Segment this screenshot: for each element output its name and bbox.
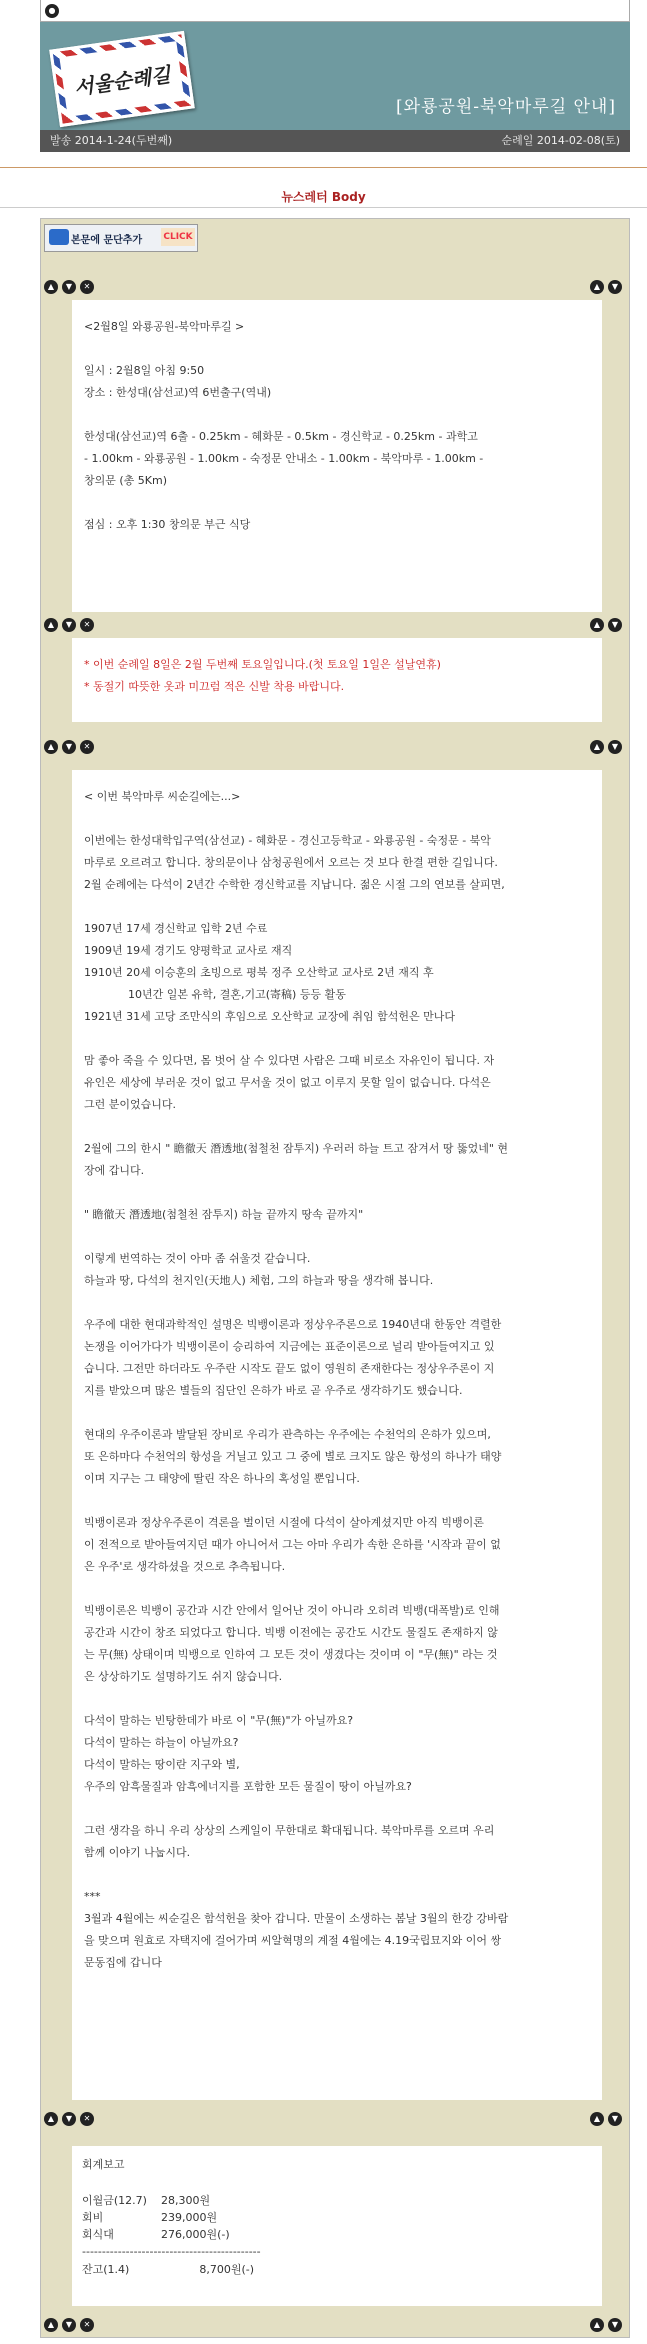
arrow-down-icon[interactable]: ▼ xyxy=(608,280,622,294)
article-heading: < 이번 북악마루 씨순길에는...> xyxy=(84,790,241,803)
route-line: - 1.00km - 와룡공원 - 1.00km - 숙정문 안내소 - 1.00km - 북악마루 - 1.00km - xyxy=(84,452,484,465)
divider xyxy=(0,207,647,208)
paragraph-line: 다석이 말하는 하늘이 아닐까요? xyxy=(84,1736,239,1749)
paragraph-line: 빅뱅이론은 빅뱅이 공간과 시간 안에서 일어난 것이 아니라 오히려 빅뱅(대폭발)로 인해 xyxy=(84,1604,500,1617)
paragraph-line: 우주에 대한 현대과학적인 설명은 빅뱅이론과 정상우주론으로 1940년대 한동안 격렬한 xyxy=(84,1318,502,1331)
table-row xyxy=(82,2192,244,2209)
route-line: 한성대(삼선교)역 6출 - 0.25km - 혜화문 - 0.5km - 경신학교 - 0.25km - 과학고 xyxy=(84,430,478,443)
paragraph-line: 공간과 시간이 창조 되었다고 합니다. 빅뱅 이전에는 공간도 시간도 물질도 존재하지 않 xyxy=(84,1626,498,1639)
click-badge: CLICK xyxy=(161,228,195,246)
balance-label: 잔고(1.4) xyxy=(82,2263,130,2276)
paragraph-line: 이 전적으로 받아들여지던 때가 아니어서 그는 아마 우리가 속한 은하를 '시작과 끝이 없 xyxy=(84,1538,501,1551)
block-controls xyxy=(44,2112,626,2128)
notice-block xyxy=(72,638,602,722)
bio-line: 1907년 17세 경신학교 입학 2년 수료 xyxy=(84,922,268,935)
paragraph-line: 마루로 오르려고 합니다. 창의문이나 삼청공원에서 오르는 것 보다 한결 편한 길입니다. xyxy=(84,856,498,869)
paragraph-line: 빅뱅이론과 정상우주론이 격론을 벌이던 시절에 다석이 살아계셨지만 아직 빅뱅이론 xyxy=(84,1516,484,1529)
arrow-down-icon[interactable]: ▼ xyxy=(62,2318,76,2332)
notice-line: * 이번 순례일 8일은 2월 두번째 토요일입니다.(첫 토요일 1일은 설날연휴) xyxy=(84,658,441,671)
paragraph-line: 하늘과 땅, 다석의 천지인(天地人) 체험, 그의 하늘과 땅을 생각해 봅니다. xyxy=(84,1274,434,1287)
accounting-block xyxy=(72,2146,602,2306)
arrow-up-icon[interactable]: ▲ xyxy=(590,2318,604,2332)
arrow-down-icon[interactable]: ▼ xyxy=(62,740,76,754)
paragraph-line: 은 상상하기도 설명하기도 쉬지 않습니다. xyxy=(84,1670,283,1683)
arrow-down-icon[interactable]: ▼ xyxy=(62,618,76,632)
balance-table xyxy=(82,2261,268,2278)
paragraph-line: 그런 분이었습니다. xyxy=(84,1098,177,1111)
paragraph-line: 장에 갑니다. xyxy=(84,1164,145,1177)
paragraph-line: 논쟁을 이어가다가 빅뱅이론이 승리하여 지금에는 표준이론으로 널리 받아들여지고 있 xyxy=(84,1340,495,1353)
arrow-down-icon[interactable]: ▼ xyxy=(62,280,76,294)
arrow-up-icon[interactable]: ▲ xyxy=(590,618,604,632)
schedule-time: 일시 : 2월8일 아침 9:50 xyxy=(84,364,205,377)
close-icon[interactable]: ✕ xyxy=(80,2112,94,2126)
paragraph-line: 우주의 암흑물질과 암흑에너지를 포함한 모든 물질이 땅이 아닐까요? xyxy=(84,1780,412,1793)
arrow-up-icon[interactable]: ▲ xyxy=(590,2112,604,2126)
add-paragraph-label: 본문에 문단추가 xyxy=(71,235,143,246)
block-controls xyxy=(44,2318,626,2334)
bio-line: 1909년 19세 경기도 양평학교 교사로 재직 xyxy=(84,944,293,957)
arrow-up-icon[interactable]: ▲ xyxy=(44,2112,58,2126)
paragraph-icon xyxy=(49,229,69,245)
row-label: 이월금(12.7) xyxy=(82,2194,147,2207)
article-block xyxy=(72,770,602,2100)
header-top-bar xyxy=(40,0,630,22)
block-controls xyxy=(44,740,626,756)
notice-line: * 동절기 따뜻한 옷과 미끄럼 적은 신발 착용 바랍니다. xyxy=(84,680,345,693)
bio-line: 10년간 일본 유학, 결혼,기고(寄稿) 등등 활동 xyxy=(128,988,346,1001)
accounting-divider: --------------------------------------------- xyxy=(82,2245,261,2258)
block-controls xyxy=(44,618,626,634)
close-icon[interactable]: ✕ xyxy=(80,280,94,294)
balance-value: 8,700원(-) xyxy=(199,2263,255,2276)
bio-line: 1921년 31세 고당 조만식의 후임으로 오산학교 교장에 취임 함석헌은 만나다 xyxy=(84,1010,455,1023)
pilgrimage-date: 순례일 2014-02-08(토) xyxy=(501,134,620,147)
table-row xyxy=(82,2209,244,2226)
bio-line: 1910년 20세 이승훈의 초빙으로 평북 정주 오산학교 교사로 2년 재직 후 xyxy=(84,966,434,979)
close-icon[interactable]: ✕ xyxy=(80,740,94,754)
row-value: 28,300원 xyxy=(160,2194,211,2207)
arrow-up-icon[interactable]: ▲ xyxy=(44,280,58,294)
accounting-title: 회계보고 xyxy=(82,2158,125,2171)
paragraph-line: 는 무(無) 상태이며 빅뱅으로 인하여 그 모든 것이 생겼다는 것이며 이 "무(無)" 라는 것 xyxy=(84,1648,498,1661)
arrow-up-icon[interactable]: ▲ xyxy=(44,2318,58,2332)
paragraph-line: 그런 생각을 하니 우리 상상의 스케일이 무한대로 확대됩니다. 북악마루를 오르며 우리 xyxy=(84,1824,495,1837)
paragraph-line: 을 맞으며 원효로 자택지에 걸어가며 씨알혁명의 계절 4월에는 4.19국립묘지와 이어 쌍 xyxy=(84,1934,502,1947)
schedule-block xyxy=(72,300,602,612)
divider xyxy=(0,167,647,168)
issue-info-bar xyxy=(40,130,630,152)
arrow-down-icon[interactable]: ▼ xyxy=(608,2112,622,2126)
banner-subtitle: [와룡공원-북악마루길 안내] xyxy=(395,97,616,117)
paragraph-line: 3월과 4월에는 씨순길은 함석헌을 찾아 갑니다. 만물이 소생하는 봄날 3월의 한강 강바람 xyxy=(84,1912,509,1925)
paragraph-line: 이렇게 번역하는 것이 아마 좀 쉬울것 같습니다. xyxy=(84,1252,311,1265)
arrow-up-icon[interactable]: ▲ xyxy=(590,280,604,294)
paragraph-line: 또 은하마다 수천억의 항성을 거닐고 있고 그 중에 별로 크지도 않은 항성의 하나가 태양 xyxy=(84,1450,502,1463)
schedule-place: 장소 : 한성대(삼선교)역 6번출구(역내) xyxy=(84,386,272,399)
paragraph-line: 은 우주'로 생각하셨을 것으로 추측됩니다. xyxy=(84,1560,286,1573)
route-line: 창의문 (총 5Km) xyxy=(84,474,168,487)
arrow-down-icon[interactable]: ▼ xyxy=(608,618,622,632)
poem-quote: " 瞻徹天 潛透地(첨철천 잠투지) 하늘 끝까지 땅속 끝까지" xyxy=(84,1208,364,1221)
paragraph-line: 2월에 그의 한시 " 瞻徹天 潛透地(첨철천 잠투지) 우러러 하늘 트고 잠겨서 땅 뚫었네" 현 xyxy=(84,1142,509,1155)
arrow-down-icon[interactable]: ▼ xyxy=(62,2112,76,2126)
arrow-down-icon[interactable]: ▼ xyxy=(608,2318,622,2332)
table-row xyxy=(82,2226,244,2243)
paragraph-line: 함께 이야기 나눕시다. xyxy=(84,1846,191,1859)
close-icon[interactable]: ✕ xyxy=(80,2318,94,2332)
circle-button-icon[interactable]: ● xyxy=(45,4,59,18)
logo xyxy=(49,31,195,127)
paragraph-line: 습니다. 그전만 하더라도 우주란 시작도 끝도 없이 영원히 존재한다는 정상우주론이 지 xyxy=(84,1362,495,1375)
block-controls xyxy=(44,280,626,296)
paragraph-line: 이번에는 한성대학입구역(삼선교) - 혜화문 - 경신고등학교 - 와룡공원 - 숙정문 - 북악 xyxy=(84,834,491,847)
add-paragraph-button[interactable] xyxy=(44,224,198,252)
arrow-up-icon[interactable]: ▲ xyxy=(44,618,58,632)
schedule-title: <2월8일 와룡공원-북악마루길 > xyxy=(84,320,245,333)
paragraph-line: 다석이 말하는 빈탕한데가 바로 이 "무(無)"가 아닐까요? xyxy=(84,1714,354,1727)
paragraph-line: 맘 좋아 죽을 수 있다면, 몸 벗어 살 수 있다면 사람은 그때 비로소 자유인이 됩니다. 자 xyxy=(84,1054,495,1067)
row-value: 276,000원(-) xyxy=(160,2228,230,2241)
schedule-lunch: 점심 : 오후 1:30 창의문 부근 식당 xyxy=(84,518,251,531)
issue-date: 발송 2014-1-24(두번째) xyxy=(50,134,173,147)
table-row xyxy=(82,2261,268,2278)
header-banner xyxy=(40,22,630,130)
arrow-up-icon[interactable]: ▲ xyxy=(44,740,58,754)
logo-text: 서울순례길 xyxy=(59,41,184,117)
arrow-down-icon[interactable]: ▼ xyxy=(608,740,622,754)
paragraph-line: 2월 순례에는 다석이 2년간 수학한 경신학교를 지납니다. 젊은 시절 그의 연보를 살피면, xyxy=(84,878,505,891)
paragraph-line: 현대의 우주이론과 발달된 장비로 우리가 관측하는 우주에는 수천억의 은하가 있으며, xyxy=(84,1428,491,1441)
arrow-up-icon[interactable]: ▲ xyxy=(590,740,604,754)
accounting-table xyxy=(82,2192,244,2243)
paragraph-line: 지를 받았으며 많은 별들의 집단인 은하가 바로 곧 우주로 생각하기도 했습니다. xyxy=(84,1384,463,1397)
row-value: 239,000원 xyxy=(160,2211,218,2224)
paragraph-line: 문동집에 갑니다 xyxy=(84,1956,162,1969)
section-separator: *** xyxy=(84,1890,101,1903)
row-label: 회비 xyxy=(82,2211,104,2224)
row-label: 회식대 xyxy=(82,2228,114,2241)
paragraph-line: 유인은 세상에 부러운 것이 없고 무서울 것이 없고 이루지 못할 일이 없습니다. 다석은 xyxy=(84,1076,491,1089)
close-icon[interactable]: ✕ xyxy=(80,618,94,632)
paragraph-line: 이며 지구는 그 태양에 딸린 작은 하나의 혹성일 뿐입니다. xyxy=(84,1472,360,1485)
paragraph-line: 다석이 말하는 땅이란 지구와 별, xyxy=(84,1758,240,1771)
section-title: 뉴스레터 Body xyxy=(281,190,366,204)
